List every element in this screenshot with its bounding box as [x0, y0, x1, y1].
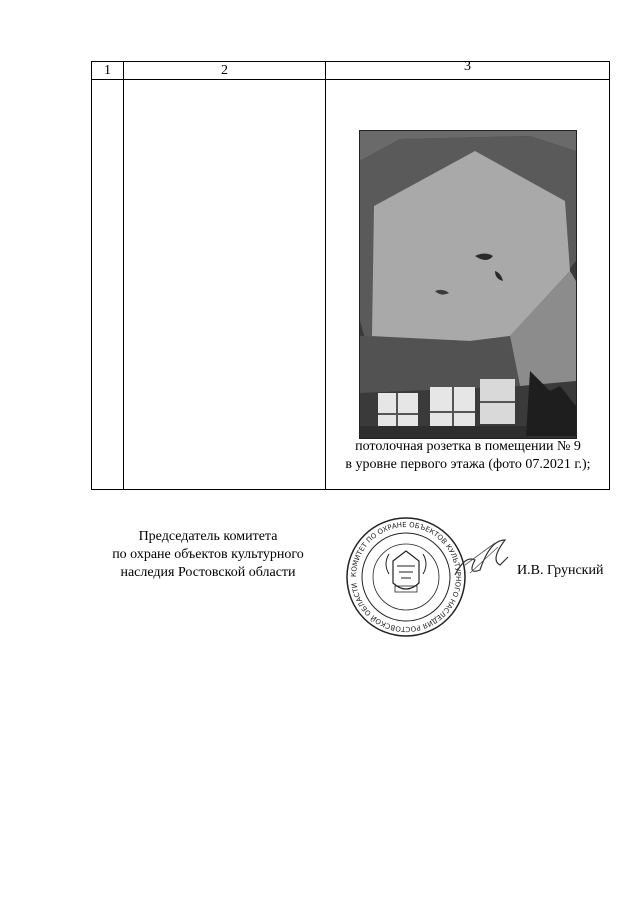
- official-seal: [345, 516, 467, 638]
- signatory-position-line-1: Председатель комитета: [138, 529, 278, 544]
- table-header-divider: [92, 79, 609, 80]
- photo-caption-line-1: потолочная розетка в помещении № 9: [355, 439, 581, 454]
- column-divider-1: [123, 62, 124, 489]
- table-header-col-1: 1: [104, 63, 111, 78]
- photo-caption: [326, 438, 610, 474]
- seal-text: КОМИТЕТ ПО ОХРАНЕ ОБЪЕКТОВ КУЛЬТУРНОГО НАСЛЕДИЯ РОСТОВСКОЙ ОБЛАСТИ: [349, 520, 463, 634]
- svg-text:КОМИТЕТ ПО ОХРАНЕ ОБЪЕКТОВ КУЛ: [350, 521, 462, 633]
- signatory-position: [98, 528, 318, 582]
- column-divider-2: [325, 62, 326, 489]
- signer-name: И.В. Грунский: [517, 563, 604, 578]
- photo-caption-line-2: в уровне первого этажа (фото 07.2021 г.);: [345, 457, 591, 472]
- handwritten-signature: [450, 535, 510, 585]
- table-header-col-3: 3: [464, 59, 471, 74]
- ceiling-photo: [359, 130, 577, 439]
- signatory-position-line-2: по охране объектов культурного: [112, 547, 304, 562]
- ceiling-photo-image: [360, 131, 576, 438]
- signatory-position-line-3: наследия Ростовской области: [120, 565, 296, 580]
- table-header-col-2: 2: [221, 63, 228, 78]
